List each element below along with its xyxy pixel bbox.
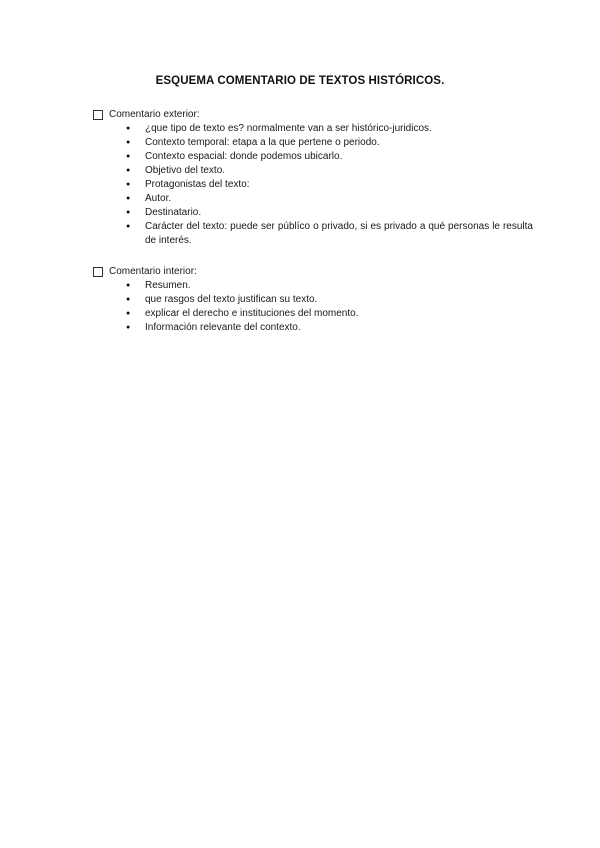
bullet-icon: ● xyxy=(126,310,131,317)
list-item xyxy=(126,164,533,178)
bullet-icon: ● xyxy=(126,282,131,289)
list-item xyxy=(126,307,533,321)
list-item xyxy=(126,192,533,206)
bullet-icon: ● xyxy=(126,195,131,202)
list-item-text: Información relevante del contexto. xyxy=(145,322,301,333)
list-item xyxy=(126,150,533,164)
list-item xyxy=(126,122,533,136)
bullet-icon: ● xyxy=(126,296,131,303)
bullet-list xyxy=(93,279,533,335)
section-comentario-exterior xyxy=(93,108,533,248)
list-item xyxy=(126,220,533,248)
list-item xyxy=(126,321,533,335)
list-item-text: explicar el derecho e instituciones del momento. xyxy=(145,308,359,319)
list-item-text: Protagonistas del texto: xyxy=(145,179,250,190)
checkbox-icon xyxy=(93,267,103,277)
bullet-icon: ● xyxy=(126,181,131,188)
section-header xyxy=(93,108,533,122)
page-title: ESQUEMA COMENTARIO DE TEXTOS HISTÓRICOS. xyxy=(155,75,445,87)
section-label: Comentario interior: xyxy=(109,266,197,277)
bullet-list xyxy=(93,122,533,248)
list-item xyxy=(126,293,533,307)
list-item-text: que rasgos del texto justifican su texto. xyxy=(145,294,318,305)
bullet-icon: ● xyxy=(126,139,131,146)
bullet-icon: ● xyxy=(126,324,131,331)
section-comentario-interior xyxy=(93,265,533,335)
list-item xyxy=(126,279,533,293)
list-item-text: Carácter del texto: puede ser públíco o privado, si es privado a qué personas le resulta de interés. xyxy=(145,221,533,246)
list-item xyxy=(126,136,533,150)
list-item-text: Objetivo del texto. xyxy=(145,165,226,176)
list-item-text: Contexto espacial: donde podemos ubicarlo. xyxy=(145,151,343,162)
list-item xyxy=(126,206,533,220)
bullet-icon: ● xyxy=(126,125,131,132)
bullet-icon: ● xyxy=(126,223,131,230)
bullet-icon: ● xyxy=(126,209,131,216)
list-item-text: Destinatario. xyxy=(145,207,202,218)
list-item-text: Contexto temporal: etapa a la que pertene o periodo. xyxy=(145,137,380,148)
list-item-text: Autor. xyxy=(145,193,172,204)
checkbox-icon xyxy=(93,110,103,120)
list-item-text: ¿que tipo de texto es? normalmente van a ser histórico-juridicos. xyxy=(145,123,432,134)
section-label: Comentario exterior: xyxy=(109,109,200,120)
section-header xyxy=(93,265,533,279)
list-item xyxy=(126,178,533,192)
list-item-text: Resumen. xyxy=(145,280,191,291)
bullet-icon: ● xyxy=(126,167,131,174)
bullet-icon: ● xyxy=(126,153,131,160)
